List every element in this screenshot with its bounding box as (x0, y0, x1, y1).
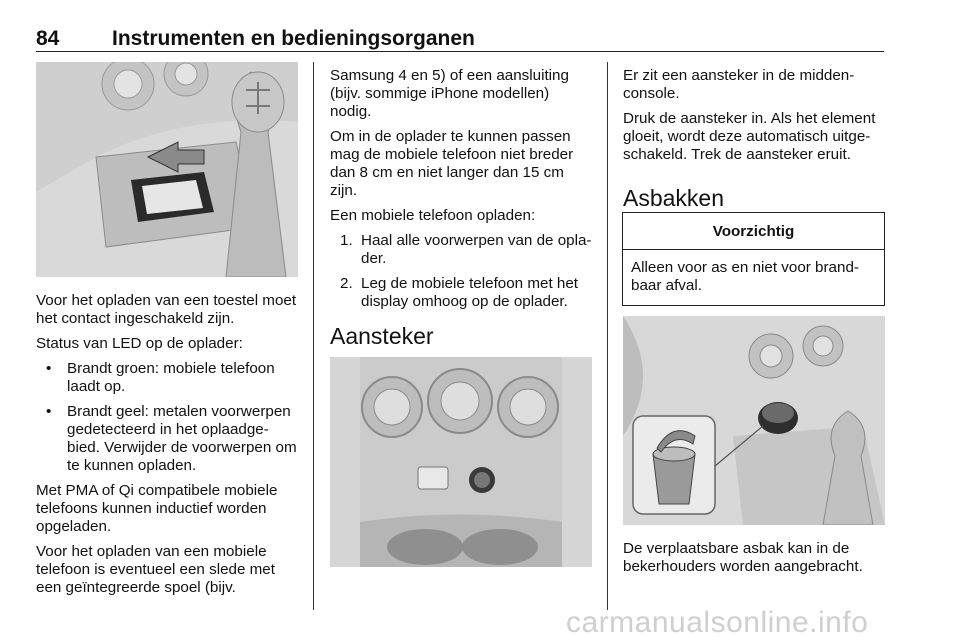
paragraph: Een mobiele telefoon opladen: (330, 207, 536, 224)
warning-text: Alleen voor as en niet voor brand-baar afval. (631, 259, 859, 294)
section-heading: Asbakken (623, 185, 725, 211)
column-3-text (623, 67, 885, 171)
cigarette-lighter-illustration (330, 357, 592, 567)
step-number: 2. (340, 275, 353, 292)
paragraph: Voor het opladen van een toestel moet het contact ingeschakeld zijn. (36, 292, 297, 327)
warning-title: Voorzichtig (623, 213, 884, 250)
step-text: Leg de mobiele telefoon met het display omhoog op de oplader. (361, 275, 578, 310)
paragraph: Met PMA of Qi compatibele mobiele telefoons kunnen inductief worden opgeladen. (36, 482, 278, 535)
page-number: 84 (36, 27, 60, 50)
charging-steps (330, 232, 592, 311)
paragraph: Samsung 4 en 5) of een aansluiting (bijv. sommige iPhone modellen) nodig. (330, 67, 569, 120)
list-item (330, 232, 592, 268)
column-1-text (36, 292, 300, 604)
header-rule (36, 51, 884, 52)
list-item: • Brandt geel: metalen voorwerpen gedetecteerd in het oplaadge-bied. Verwijder de voorwerpen om te kunnen opladen. (36, 403, 300, 475)
list-item: • Brandt groen: mobiele telefoon laadt op. (36, 360, 300, 396)
page-title: Instrumenten en bedieningsorganen (112, 27, 475, 50)
wireless-charger-illustration (36, 62, 298, 277)
column-divider (313, 62, 314, 610)
step-number: 1. (340, 232, 353, 249)
paragraph: De verplaatsbare asbak kan in de bekerhouders worden aangebracht. (623, 540, 863, 575)
ashtray-illustration (623, 316, 885, 525)
paragraph: Om in de oplader te kunnen passen mag de mobiele telefoon niet breder dan 8 cm en niet langer dan 15 cm zijn. (330, 128, 574, 199)
led-status-list (36, 360, 300, 475)
column-2-text (330, 67, 592, 318)
paragraph: Status van LED op de oplader: (36, 335, 243, 352)
watermark: carmanualsonline.info (566, 606, 869, 639)
paragraph: Druk de aansteker in. Als het element gloeit, wordt deze automatisch uitge-schakeld. Trek de aansteker eruit. (623, 110, 876, 163)
column-divider (607, 62, 608, 610)
warning-box (622, 212, 885, 306)
section-heading: Aansteker (330, 323, 434, 349)
step-text: Haal alle voorwerpen van de opla-der. (361, 232, 592, 267)
paragraph: Er zit een aansteker in de midden-console. (623, 67, 855, 102)
column-3-footer-text (623, 540, 885, 583)
list-item (330, 275, 592, 311)
paragraph: Voor het opladen van een mobiele telefoon is eventueel een slede met een geïntegreerde spoel (bijv. (36, 543, 275, 596)
